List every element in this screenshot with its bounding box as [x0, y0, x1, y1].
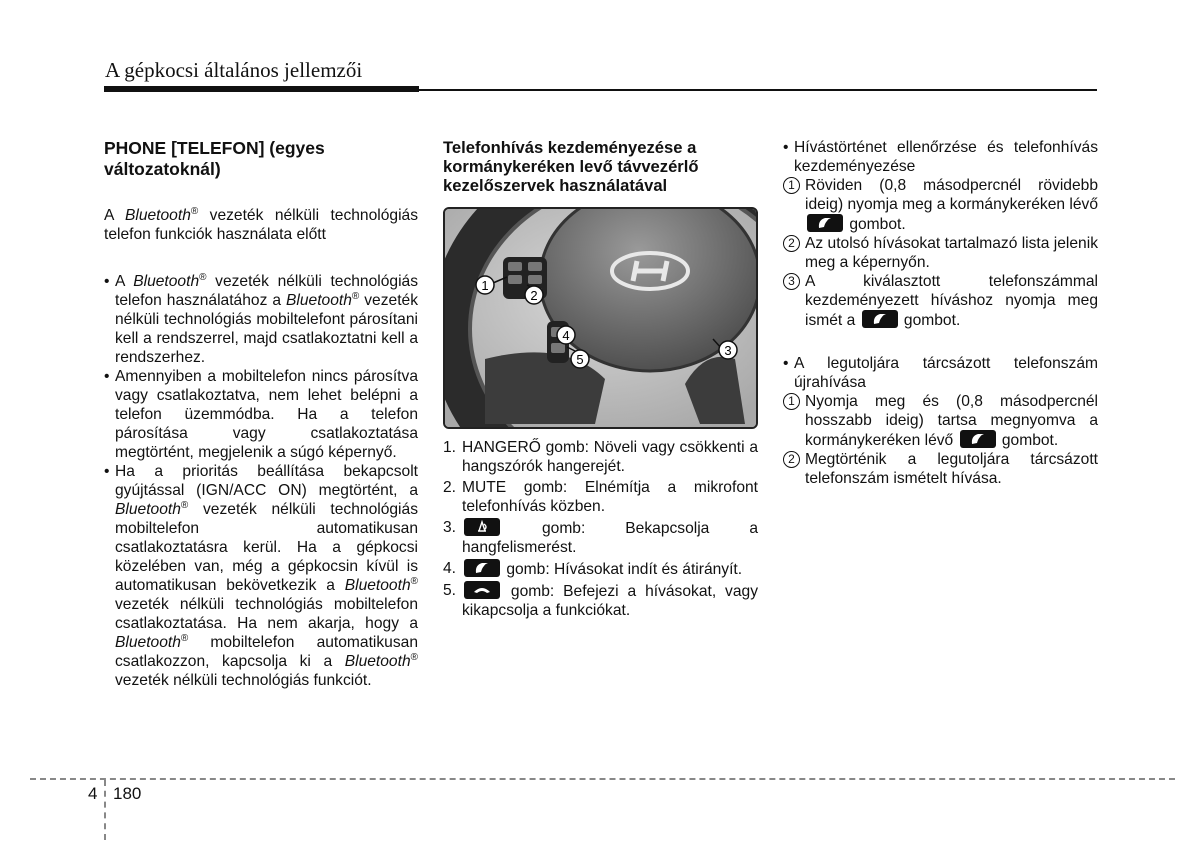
bullet-item-call-history: • Hívástörténet ellenőrzése és telefonhívás kezdeményezése [783, 138, 1098, 176]
svg-text:3: 3 [724, 343, 732, 358]
callout-2 [525, 286, 543, 304]
bullet-item-priority: • Ha a prioritás beállítása bekapcsolt gyújtással (IGN/ACC ON) megtörtént, a Bluetooth® vezeték nélküli technológiás mobiltelefon automatikusan csatlakoztatásra kerül. Ha a gépkocsi közelében van, még a gépkocsin kívül is automatikusan bekövetkezik a Bluetooth® vezeték nélküli technológiás mobiltelefon csatlakoztatása. Ha nem akarja, hogy a Bluetooth® mobiltelefon automatikusan csatlakozzon, kapcsolja ki a Bluetooth® vezeték nélküli technológiás funkciót. [104, 462, 418, 690]
step-item: 3 A kiválasztott telefonszámmal kezdeményezett híváshoz nyomja meg ismét a gombot. [783, 272, 1098, 330]
steering-wheel-illustration [443, 207, 758, 429]
intro-paragraph: A Bluetooth® vezeték nélküli technológiás telefon funkciók használata előtt [104, 205, 419, 243]
step-item: 1 Röviden (0,8 másodpercnél rövidebb ideig) nyomja meg a kormánykeréken lévő gombot. [783, 176, 1098, 234]
bullet-item-pairing: • A Bluetooth® vezeték nélküli technológiás telefon használatához a Bluetooth® vezeték nélküli technológiás mobiltelefont párosítani kell a rendszerrel, majd csatlakoztatni kell a rendszerhez. [104, 272, 418, 367]
page-header-title: A gépkocsi általános jellemzői [105, 58, 363, 82]
list-item: 4. gomb: Hívásokat indít és átirányít. [443, 560, 743, 578]
chapter-number: 4 [88, 784, 98, 803]
footer-dashed-rule [30, 778, 1175, 780]
svg-text:4: 4 [562, 328, 570, 343]
bullet-item-redial: • A legutoljára tárcsázott telefonszám újrahívása [783, 354, 1098, 392]
header-rule-thick [104, 86, 419, 92]
callout-5 [571, 350, 589, 368]
call-answer-icon [960, 430, 996, 448]
list-item: 5. gomb: Befejezi a hívásokat, vagy kikapcsolja a funkciókat. [443, 582, 758, 619]
bullet-list [783, 354, 1098, 392]
list-item: 3. gomb: Bekapcsolja a hangfelismerést. [443, 519, 758, 556]
steps-list-history [783, 176, 1098, 330]
step-item: 1 Nyomja meg és (0,8 másodpercnél hosszabb ideig) tartsa megnyomva a kormánykeréken lévő gombot. [783, 392, 1098, 450]
step-item: 2 Az utolsó hívásokat tartalmazó lista jelenik meg a képernyőn. [783, 234, 1098, 272]
svg-text:2: 2 [530, 288, 538, 303]
column-2 [443, 138, 758, 622]
bullet-item-not-paired: • Amennyiben a mobiltelefon nincs párosítva vagy csatlakoztatva, nem lehet belépni a telefon üzemmódba. Ha a telefon párosítása vagy csatlakoztatása megtörtént, megjelenik a súgó képernyő. [104, 367, 418, 462]
svg-text:1: 1 [481, 278, 489, 293]
bullet-list [783, 138, 1098, 176]
call-answer-icon [807, 214, 843, 232]
section-heading-phone: PHONE [TELEFON] (egyes változatoknál) [104, 138, 325, 179]
footer-dashed-divider [104, 780, 106, 840]
list-item: 2. MUTE gomb: Elnémítja a mikrofont telefonhívás közben. [443, 479, 758, 515]
callout-1 [476, 276, 494, 294]
callout-4 [557, 326, 575, 344]
call-answer-icon [862, 310, 898, 328]
column-1 [104, 138, 418, 690]
voice-recognition-icon [464, 518, 500, 536]
callout-3 [719, 341, 737, 359]
step-item: 2 Megtörténik a legutoljára tárcsázott telefonszám ismételt hívása. [783, 450, 1098, 488]
header-rule-thin [419, 89, 1097, 91]
section-heading-steering-call: Telefonhívás kezdeményezése a kormánykeréken levő távvezérlő kezelőszervek használatával [443, 138, 699, 195]
svg-text:5: 5 [576, 352, 584, 367]
page-number: 180 [113, 784, 142, 803]
bullet-list [104, 272, 418, 690]
list-item: 1. HANGERŐ gomb: Növeli vagy csökkenti a hangszórók hangerejét. [443, 439, 758, 475]
call-answer-icon [464, 559, 500, 577]
steps-list-redial [783, 392, 1098, 488]
column-3 [783, 138, 1098, 488]
call-end-icon [464, 581, 500, 599]
button-list [443, 438, 758, 620]
